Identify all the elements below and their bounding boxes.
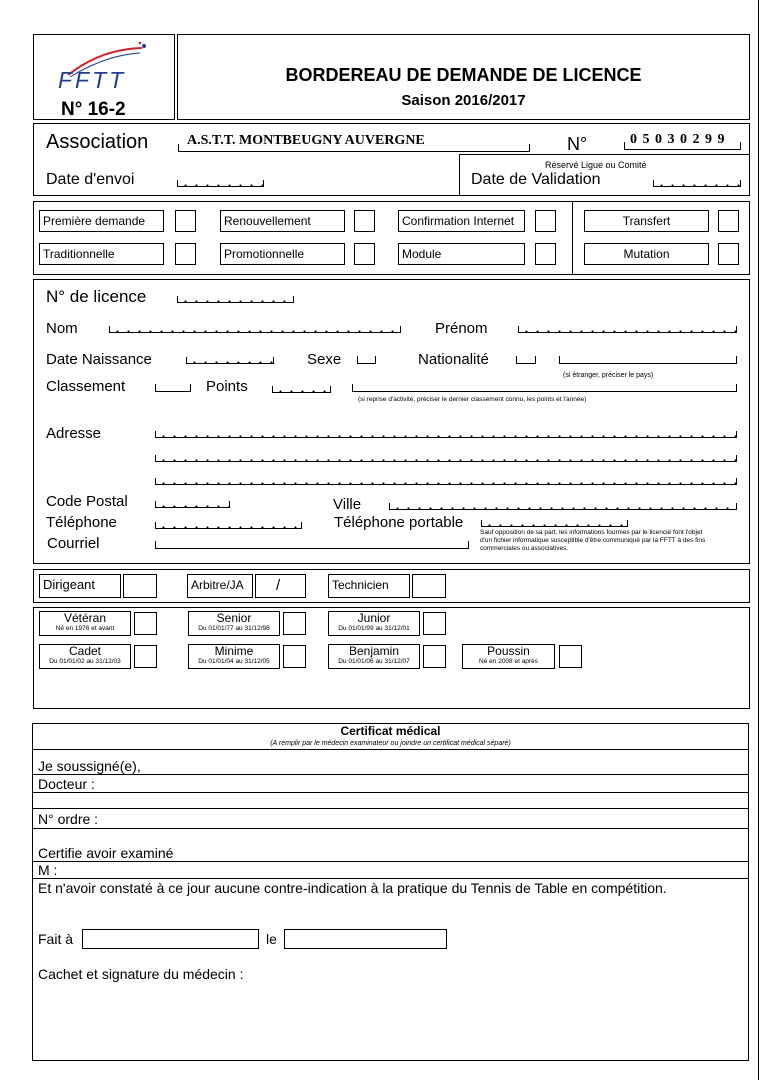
manager-label: Dirigeant [39, 574, 121, 598]
ranking-note: (si reprise d'activité, préciser le dernier classement connu, les points et l'année) [358, 396, 587, 403]
validation-date-label: Date de Validation [471, 171, 601, 188]
traditional-checkbox[interactable] [175, 243, 196, 265]
sex-label: Sexe [307, 351, 342, 368]
name-field[interactable] [109, 326, 401, 333]
statement-text: Et n'avoir constaté à ce jour aucune contre-indication à la pratique du Tennis de Table en compétition. [38, 880, 667, 896]
date-field[interactable] [284, 929, 447, 949]
address-line-3[interactable] [155, 478, 737, 485]
renewal-label: Renouvellement [220, 210, 345, 232]
technician-label: Technicien [328, 574, 410, 598]
signature-label: Cachet et signature du médecin : [38, 966, 244, 982]
association-number-line [624, 142, 741, 150]
category-cadet-name: Cadet [68, 644, 102, 658]
category-minime-checkbox[interactable] [283, 645, 306, 668]
category-junior-name: Junior [357, 611, 391, 625]
renewal-checkbox[interactable] [354, 210, 375, 232]
postal-code-field[interactable] [155, 501, 230, 508]
mutation-label: Mutation [584, 243, 709, 265]
nationality-code-field[interactable] [516, 356, 536, 364]
first-request-label: Première demande [39, 210, 164, 232]
made-at-label: Fait à [38, 931, 74, 947]
birthdate-field[interactable] [186, 357, 274, 364]
address-label: Adresse [46, 425, 102, 442]
category-cadet-dates: Du 01/01/02 au 31/12/03 [49, 658, 121, 665]
medical-subtitle: (A remplir par le médecin examinateur ou joindre un certificat médical séparé) [270, 740, 511, 747]
category-veteran [39, 611, 131, 636]
page-title: BORDEREAU DE DEMANDE DE LICENCE [285, 65, 642, 85]
category-poussin [462, 644, 555, 669]
license-number-field[interactable] [177, 296, 294, 303]
category-benjamin-name: Benjamin [348, 644, 400, 658]
category-veteran-name: Vétéran [63, 611, 107, 625]
mister-line [32, 878, 749, 879]
email-field[interactable] [155, 541, 469, 549]
first-request-checkbox[interactable] [175, 210, 196, 232]
form-number: N° 16-2 [61, 99, 126, 120]
address-line-2[interactable] [155, 455, 737, 462]
points-label: Points [206, 378, 248, 395]
category-junior [328, 611, 420, 636]
association-value[interactable]: A.S.T.T. MONTBEUGNY AUVERGNE [187, 133, 425, 148]
validation-date-field[interactable] [653, 180, 741, 187]
category-veteran-dates: Né en 1976 et avant [55, 625, 115, 632]
postal-code-label: Code Postal [46, 493, 128, 510]
order-line [32, 828, 749, 829]
referee-field[interactable] [255, 574, 306, 598]
sex-field[interactable] [357, 356, 376, 364]
doctor-line [32, 792, 749, 793]
traditional-label: Traditionnelle [39, 243, 164, 265]
category-minime-dates: Du 01/01/04 au 31/12/05 [198, 658, 270, 665]
title-box [177, 34, 750, 120]
association-number-label: N° [567, 134, 588, 154]
ranking-history-field[interactable] [352, 384, 737, 392]
technician-checkbox[interactable] [412, 574, 446, 598]
category-senior-dates: Du 01/01/77 au 31/12/98 [198, 625, 270, 632]
request-type-divider [572, 201, 573, 275]
referee-label: Arbitre/JA [187, 574, 253, 598]
address-line-1[interactable] [155, 431, 737, 438]
category-veteran-checkbox[interactable] [134, 612, 157, 635]
category-benjamin-checkbox[interactable] [423, 645, 446, 668]
category-minime-name: Minime [214, 644, 254, 658]
category-senior-checkbox[interactable] [283, 612, 306, 635]
referee-separator: / [276, 577, 281, 594]
medical-header [32, 723, 749, 750]
medical-title: Certificat médical [340, 724, 441, 738]
mobile-label: Téléphone portable [334, 514, 464, 531]
ranking-field[interactable] [155, 384, 191, 392]
certify-text: Certifie avoir examiné [38, 845, 174, 861]
internet-confirmation-label: Confirmation Internet [398, 210, 525, 232]
promotional-checkbox[interactable] [354, 243, 375, 265]
points-field[interactable] [272, 386, 331, 393]
internet-confirmation-checkbox[interactable] [535, 210, 556, 232]
category-benjamin-dates: Du 01/01/06 au 31/12/07 [338, 658, 410, 665]
category-poussin-dates: Né en 2008 et après [479, 658, 538, 665]
category-minime [188, 644, 280, 669]
category-junior-checkbox[interactable] [423, 612, 446, 635]
season: Saison 2016/2017 [401, 92, 526, 109]
privacy-note: Sauf opposition de sa part, les informations fournies par le licencié font l'objet d'un fichier informatique susceptible d'être communiqué par la FFTT à des fins commerciales ou associatives. [480, 529, 706, 552]
category-benjamin [328, 644, 420, 669]
order-top-line [32, 808, 749, 809]
date-label: le [266, 931, 277, 947]
page-edge [758, 0, 759, 1080]
birthdate-label: Date Naissance [46, 351, 152, 368]
category-senior-name: Senior [216, 611, 252, 625]
module-checkbox[interactable] [535, 243, 556, 265]
firstname-label: Prénom [435, 320, 488, 337]
transfer-checkbox[interactable] [718, 210, 739, 232]
category-poussin-checkbox[interactable] [559, 645, 582, 668]
logo-text: FFTT [58, 67, 127, 93]
category-poussin-name: Poussin [487, 644, 530, 658]
mutation-checkbox[interactable] [718, 243, 739, 265]
nationality-note: (si étranger, préciser le pays) [563, 372, 654, 379]
signature-area[interactable] [38, 985, 738, 1055]
transfer-label: Transfert [584, 210, 709, 232]
category-senior [188, 611, 280, 636]
send-date-label: Date d'envoi [46, 171, 135, 188]
firstname-field[interactable] [518, 326, 737, 333]
city-field[interactable] [389, 503, 737, 510]
undersigned-text: Je soussigné(e), [38, 758, 141, 774]
send-date-field[interactable] [177, 180, 264, 187]
name-label: Nom [46, 320, 78, 337]
ranking-label: Classement [46, 378, 126, 395]
license-number-label: N° de licence [46, 287, 147, 306]
manager-checkbox[interactable] [123, 574, 157, 598]
logo-box [33, 34, 175, 120]
association-label: Association [46, 131, 149, 153]
promotional-label: Promotionnelle [220, 243, 345, 265]
category-cadet [39, 644, 131, 669]
mister-label[interactable]: M : [38, 862, 58, 878]
association-line [178, 144, 530, 152]
reserved-label: Réservé Ligue ou Comité [545, 160, 647, 170]
category-junior-dates: Du 01/01/99 au 31/12/01 [338, 625, 410, 632]
certify-line [32, 861, 749, 862]
nationality-country-field[interactable] [559, 356, 737, 364]
made-at-field[interactable] [82, 929, 259, 949]
category-cadet-checkbox[interactable] [134, 645, 157, 668]
module-label: Module [398, 243, 525, 265]
email-label: Courriel [47, 535, 100, 552]
association-number-value[interactable]: 0 5 0 3 0 2 9 9 [630, 132, 726, 147]
mobile-field[interactable] [481, 520, 628, 527]
phone-label: Téléphone [46, 514, 117, 531]
nationality-label: Nationalité [418, 351, 489, 368]
doctor-label[interactable]: Docteur : [38, 776, 95, 792]
undersigned-line [32, 774, 749, 775]
city-label: Ville [333, 496, 362, 513]
phone-field[interactable] [155, 522, 302, 529]
order-number-label[interactable]: N° ordre : [38, 811, 99, 827]
